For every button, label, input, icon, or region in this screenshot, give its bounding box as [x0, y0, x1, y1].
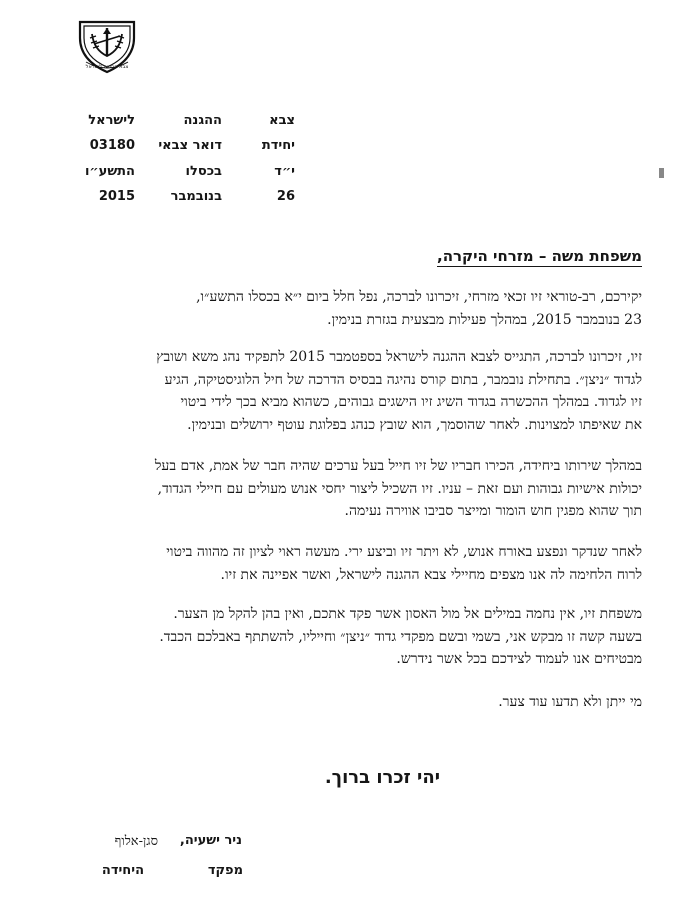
header-row-1	[0, 113, 700, 133]
signature-rank: סגן-אלוף	[114, 834, 158, 849]
header-cell: 2015	[98, 189, 135, 204]
header-cell: 26	[276, 189, 295, 204]
header-cell: בכסלו	[185, 164, 222, 179]
salutation	[42, 247, 642, 265]
paragraph-line: יכולות אישיות גבוהות ועם זאת – עניו. זיו השכיל ליצור יחסי אנוש מעולים עם חיילי הגדוד,	[157, 480, 642, 497]
signature-title: היחידה	[101, 863, 144, 878]
paragraph-line: מבטיחים אנו לעמוד לצידכם בכל אשר נידרש.	[396, 651, 642, 667]
paragraph-line: את שאיפתו למצוינות. לאחר שהוסמך, הוא שובץ כנהג בפלוגת עוטף ירושלים ובנימין.	[187, 416, 642, 433]
paragraph-line: משפחת זיו, אין נחמה במילים אל מול האסון אשר פקד אתכם, ואין בהן להקל מן הצער.	[173, 606, 642, 622]
idf-emblem-icon	[74, 16, 140, 78]
header-row-2	[0, 138, 700, 158]
paragraph-line: מי ייתן ולא תדעו עוד צער.	[498, 694, 642, 710]
header-cell: התשע״ו	[84, 164, 135, 179]
header-row-3	[0, 164, 700, 184]
signature-title: מפקד	[207, 863, 243, 878]
emblem-caption: צבא ההגנה לישראל	[85, 64, 129, 70]
paragraph-line: תוך שהוא מפגין חוש הומור ומייצר סביבו אווירה נעימה.	[344, 503, 642, 519]
paragraph	[52, 455, 642, 523]
paragraph-line: לגדוד ״ניצן״. בתחילת נובמבר, בתום קורס נהיגה בבסיס הדרכה של חיל הלוגיסטיקה, הגיע	[164, 371, 642, 388]
signature-name: ניר ישעיה,	[179, 833, 242, 848]
header-cell: 03180	[89, 138, 135, 153]
paragraph-line: זיו, זיכרונו לברכה, התגייס לצבא ההגנה לישראל בספטמבר 2015 לתפקיד נהג משא ושובץ	[156, 349, 642, 365]
header-row-4	[0, 189, 700, 209]
header-cell: יחידת	[261, 138, 295, 153]
paragraph	[52, 603, 642, 671]
paragraph	[52, 541, 642, 586]
blessing: יהי זכרו ברוך.	[324, 767, 440, 788]
paragraph-line: זיו לגדוד. במהלך ההכשרה בגדוד השיג זיו הישגים גבוהים, כשהוא מביא בכך לידי ביטוי	[180, 394, 642, 410]
header-cell: צבא	[269, 113, 295, 128]
header-cell: דואר צבאי	[158, 138, 222, 153]
header-cell: בנובמבר	[170, 189, 222, 204]
paragraph	[52, 286, 642, 331]
paragraph-line: יקירכם, רב-טוראי זיו זכאי מזרחי, זיכרונו לברכה, נפל חלל ביום י״א בכסלו התשע״ו,	[196, 289, 642, 305]
paragraph-line: לרוח הלחימה לה אנו מצפים מחיילי צבא ההגנה לישראל, ואשר אפיינה את זיו.	[220, 566, 642, 583]
paragraph	[52, 691, 642, 714]
header-cell: לישראל	[88, 113, 135, 128]
scan-mark	[659, 168, 664, 178]
paragraph-line: לאחר שנדקר ונפצע באורח אנוש, לא ויתר זיו וביצע ירי. מעשה ראוי לציון זה מהווה ביטוי	[166, 544, 642, 560]
salutation-text: משפחת משה – מזרחי היקרה,	[437, 247, 642, 265]
paragraph-line: בשעה קשה זו מבקש אני, בשמי ובשם מפקדי גדוד ״ניצן״ וחייליו, להשתתף באבלכם הכבד.	[159, 628, 642, 645]
header-cell: ההגנה	[183, 113, 222, 128]
paragraph	[52, 346, 642, 436]
header-cell: י״ד	[274, 164, 295, 179]
paragraph-line: במהלך שירותו ביחידה, הכירו חבריו של זיו חייל בעל ערכים שהיה חבר של אמת, אדם בעל	[154, 458, 642, 474]
paragraph-line: 23 בנובמבר 2015, במהלך פעילות מבצעית בגזרת בנימין.	[327, 311, 642, 328]
